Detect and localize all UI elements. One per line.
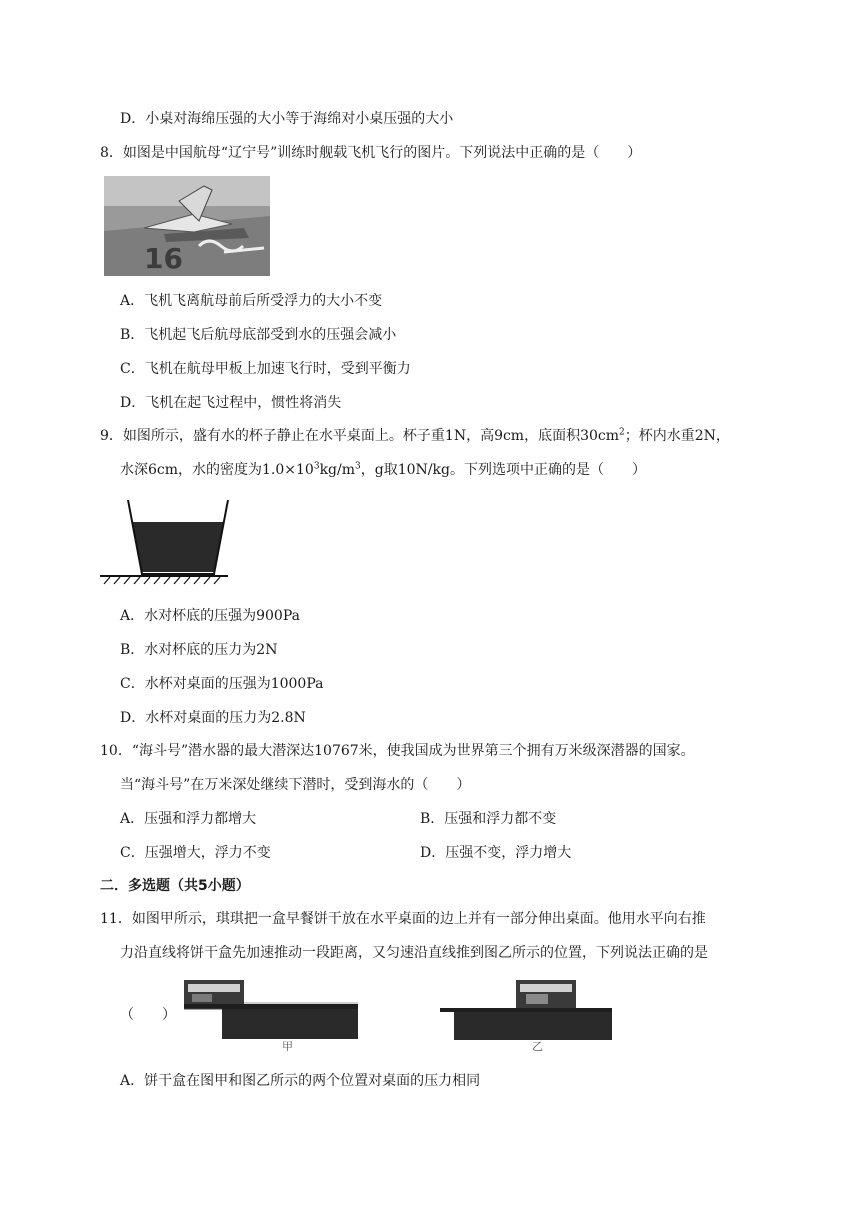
q11-stem-line2: 力沿直线将饼干盒先加速推动一段距离，又匀速沿直线推到图乙所示的位置，下列说法正确的是	[120, 945, 708, 961]
q8-option-b: B．飞机起飞后航母底部受到水的压强会减小	[120, 327, 397, 343]
q8-option-c: C．飞机在航母甲板上加速飞行时，受到平衡力	[120, 361, 411, 377]
q9-stem-line1: 9．如图所示，盛有水的杯子静止在水平桌面上。杯子重1N，高9cm，底面积$30cm^2$；杯内水重2N，	[100, 427, 730, 444]
q11-stem-line1: 11．如图甲所示，琪琪把一盒早餐饼干放在水平桌面的边上并有一部分伸出桌面。他用水平向右推	[100, 911, 706, 927]
q9-option-b: B．水对杯底的压力为2N	[120, 642, 278, 658]
q8-option-d: D．飞机在起飞过程中，惯性将消失	[120, 395, 342, 411]
q8-stem: 8．如图是中国航母“辽宁号”训练时舰载飞机飞行的图片。下列说法中正确的是（ ）	[100, 145, 642, 161]
section-title: 二．多选题（共5小题）	[100, 878, 250, 894]
figure-a-biscuit-on-table	[182, 976, 360, 1052]
q10-option-c: C．压强增大，浮力不变	[120, 845, 271, 861]
q9-option-c: C．水杯对桌面的压强为1000Pa	[120, 676, 324, 692]
q10-option-b: B．压强和浮力都不变	[420, 811, 557, 827]
q7-option-d: D．小桌对海绵压强的大小等于海绵对小桌压强的大小	[120, 111, 454, 127]
q11-stem-line3: （ ）	[120, 1007, 176, 1023]
q9-stem-line2: 水深6cm，水的密度为$1.0\times 10^3kg/m^3$，g取10N/kg。下列选项中正确的是（ ）	[120, 461, 646, 478]
figure-a-label: 甲	[282, 1040, 293, 1052]
q9-option-d: D．水杯对桌面的压力为2.8N	[120, 710, 306, 726]
q8-option-a: A．飞机飞离航母前后所受浮力的大小不变	[120, 293, 383, 309]
aircraft-carrier-photo	[104, 176, 270, 276]
water-cup-diagram	[100, 496, 230, 586]
q9-option-a: A．水对杯底的压强为900Pa	[120, 608, 300, 624]
q10-option-a: A．压强和浮力都增大	[120, 811, 257, 827]
q11-option-a: A．饼干盒在图甲和图乙所示的两个位置对桌面的压力相同	[120, 1073, 481, 1089]
figure-b-label: 乙	[532, 1040, 543, 1052]
q10-option-d: D．压强不变，浮力增大	[420, 845, 572, 861]
q10-stem-line2: 当“海斗号”在万米深处继续下潜时，受到海水的（ ）	[120, 777, 471, 793]
q10-stem-line1: 10．“海斗号”潜水器的最大潜深达10767米，使我国成为世界第三个拥有万米级深潜器的国家。	[100, 743, 695, 759]
figure-b-biscuit-on-table	[440, 976, 618, 1052]
svg-text:16: 16	[144, 242, 183, 275]
